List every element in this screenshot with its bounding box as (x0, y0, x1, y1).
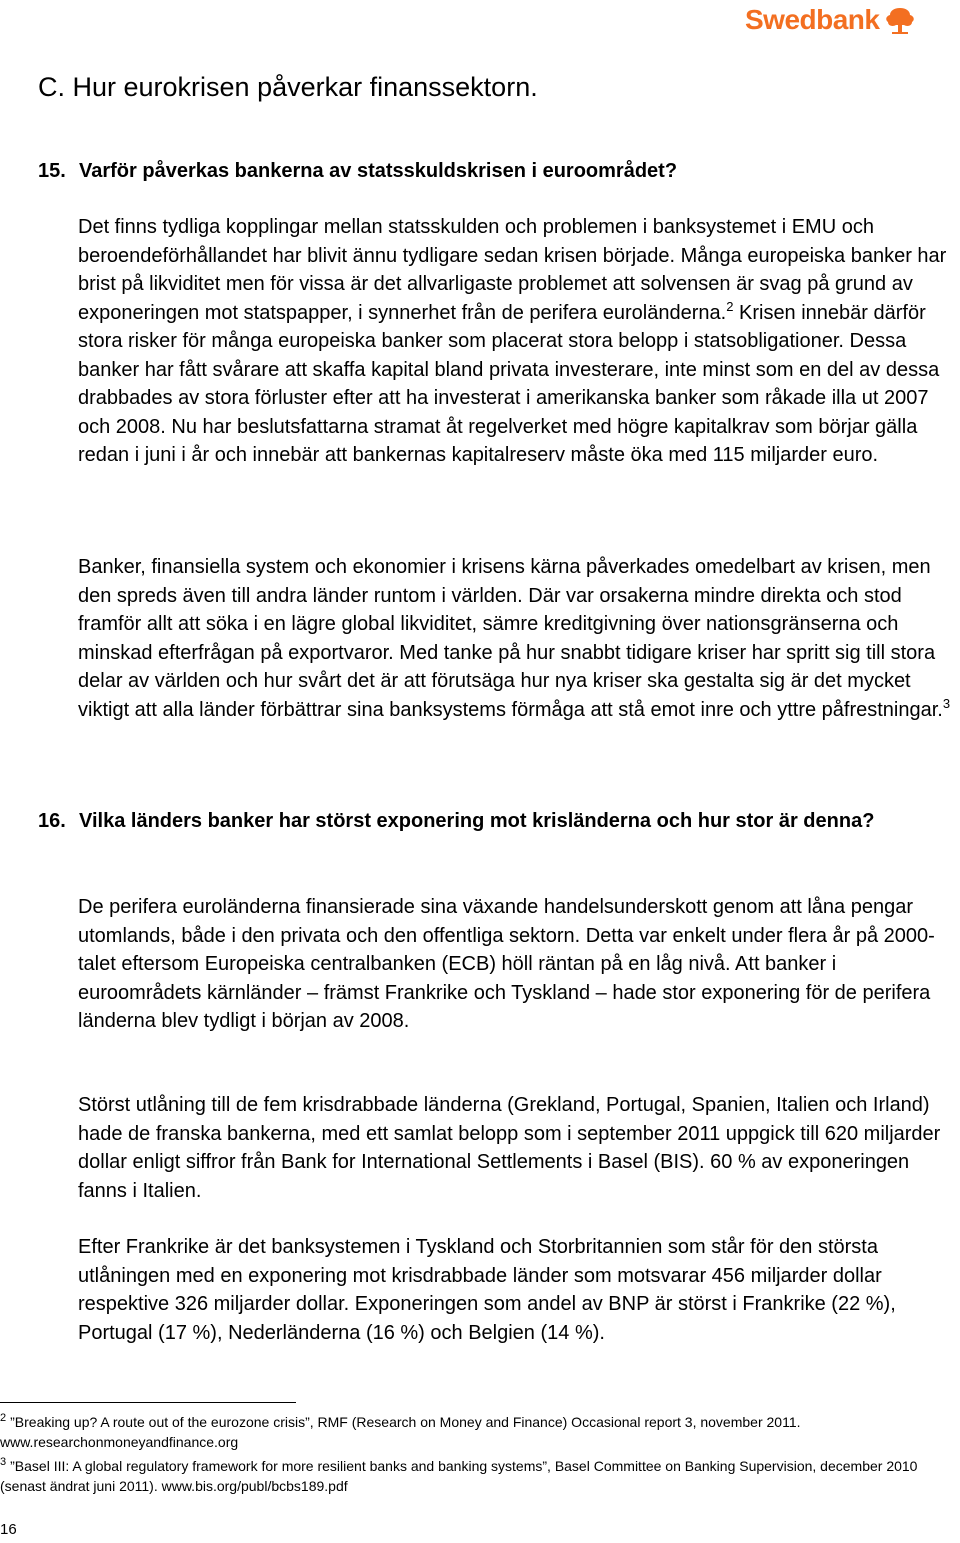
paragraph-text: Krisen innebär därför stora risker för många europeiska banker som placerat stora belopp i statsobligationer. Dessa banker har fått svårare att skaffa kapital bland privata investerare, inte minst som en del av dessa drabbades av stora förluster efter att ha investerat i amerikanska banker som råkade illa ut 2007 och 2008. Nu har beslutsfattarna stramat åt regelverket med högre kapitalkrav som börjar gälla redan i juni i år och innebär att bankernas kapitalreserv måste öka med 115 miljarder euro. (78, 301, 940, 466)
paragraph-2 (78, 553, 960, 724)
paragraph-text: Det finns tydliga kopplingar mellan statsskulden och problemen i banksystemet i EMU och beroendeförhållandet har blivit ännu tydligare sedan krisen började. Många europeiska banker har brist på likviditet men för vissa är det allvarligaste problemet att solvensen är svag på grund av exponeringen mot statspapper, i synnerhet från de perifera euroländerna. (78, 216, 947, 324)
question-number: 15. (38, 160, 66, 182)
footnote-3 (0, 1456, 960, 1496)
brand-name: Swedbank (745, 4, 880, 35)
footnote-ref-2: 2 (726, 298, 734, 314)
paragraph-5: Efter Frankrike är det banksystemen i Tyskland och Storbritannien som står för den största utlåningen med en exponering mot krisdrabbade länder som motsvarar 456 miljarder dollar respektive 326 miljarder dollar. Exponeringen som andel av BNP är störst i Frankrike (22 %), Portugal (17 %), Nederländerna (16 %) och Belgien (14 %). (78, 1236, 896, 1344)
footnote-marker: 3 (0, 1456, 7, 1468)
oak-tree-icon (883, 5, 917, 35)
page-number: 16 (0, 1521, 17, 1538)
paragraph-3: De perifera euroländerna finansierade sina växande handelsunderskott genom att låna pengar utomlands, både i den privata och den offentliga sektorn. Detta var enkelt under flera år på 2000-talet eftersom Europeiska centralbanken (ECB) höll räntan på en låg nivå. Att banker i euroområdets kärnländer – främst Frankrike och Tyskland – hade stor exponering för de perifera länderna blev tydligt i början av 2008. (78, 896, 935, 1032)
footnote-text: ”Basel III: A global regulatory framework for more resilient banks and banking systems”, Basel Committee on Banking Supervision, december 2010 (senast ändrat juni 2011). www.bis.org/publ/bcbs189.pdf (0, 1458, 918, 1494)
footnote-2 (0, 1412, 960, 1452)
footnote-text: ”Breaking up? A route out of the eurozone crisis”, RMF (Research on Money and Finance) Occasional report 3, november 2011. www.researchonmoneyandfinance.org (0, 1414, 801, 1450)
paragraph-4: Störst utlåning till de fem krisdrabbade länderna (Grekland, Portugal, Spanien, Italien och Irland) hade de franska bankerna, med ett samlat belopp som i september 2011 uppgick till 620 miljarder dollar enligt siffror från Bank for International Settlements i Basel (BIS). 60 % av exponeringen fanns i Italien. (78, 1094, 941, 1202)
footnote-ref-3: 3 (942, 695, 951, 711)
footnote-divider (0, 1402, 296, 1403)
paragraph-1 (78, 213, 960, 470)
swedbank-logo (745, 4, 917, 36)
question-16 (38, 807, 960, 835)
question-15 (38, 157, 960, 185)
question-number: 16. (38, 810, 66, 832)
paragraph-text: Banker, finansiella system och ekonomier i krisens kärna påverkades omedelbart av krisen, men den spreds även till andra länder runtom i världen. Där var orsakerna mindre direkta och stod framför allt att söka i en lägre global likviditet, sämre kreditgivning över nationsgränserna och minskad efterfrågan på exportvaror. Med tanke på hur snabbt tidigare kriser har spritt sig till stora delar av världen och hur svårt det är att förutsäga hur nya kriser ska gestalta sig är det mycket viktigt att alla länder förbättrar sina banksystems förmåga att stå emot inre och yttre påfrestningar. (78, 556, 943, 721)
question-title: Vilka länders banker har störst exponering mot krisländerna och hur stor är denna? (79, 810, 875, 832)
question-title: Varför påverkas bankerna av statsskuldskrisen i euroområdet? (79, 160, 678, 182)
section-heading: C. Hur eurokrisen påverkar finanssektorn. (38, 72, 538, 102)
footnote-marker: 2 (0, 1412, 7, 1424)
